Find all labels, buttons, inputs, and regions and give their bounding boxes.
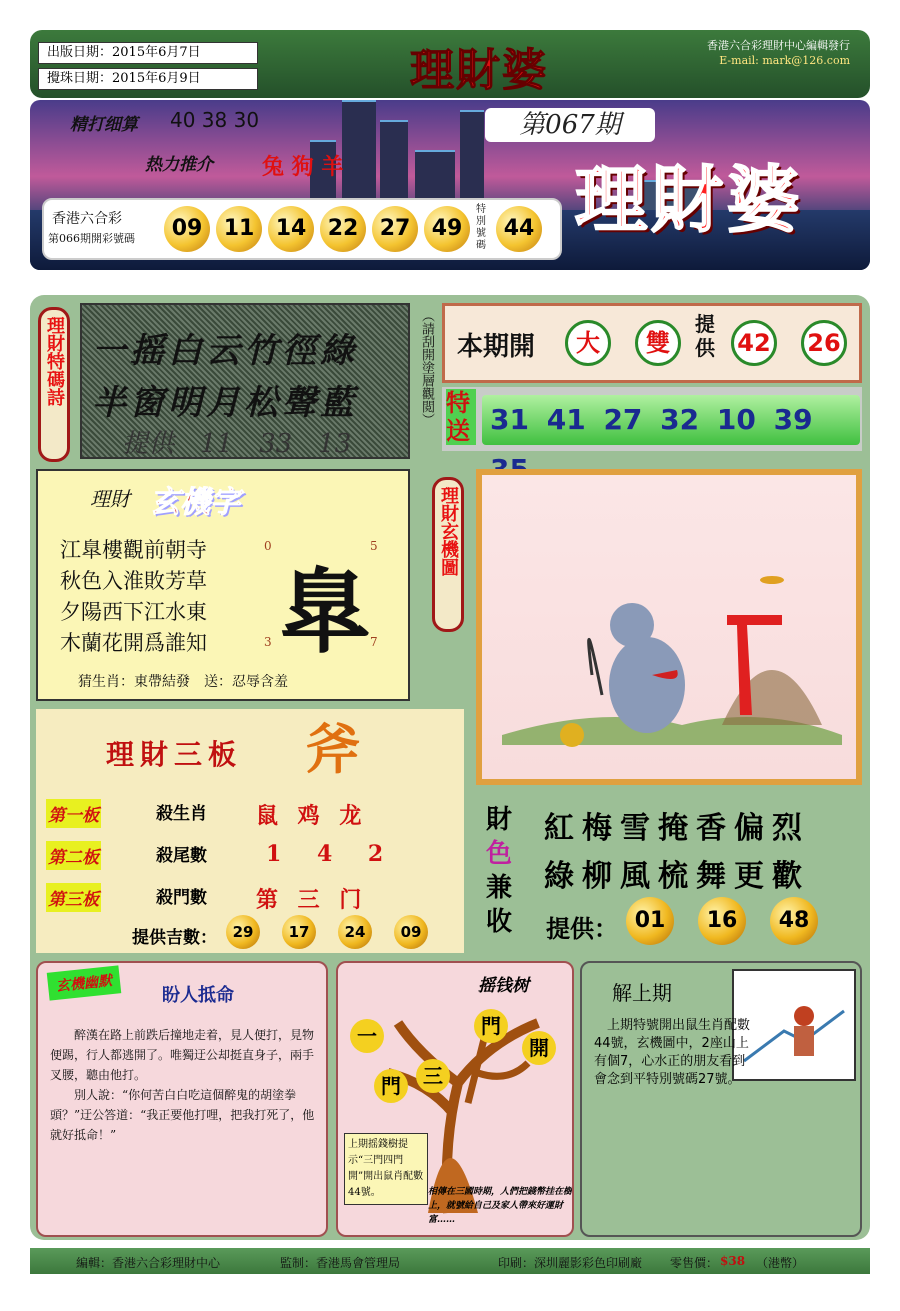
corner-num: 0 [264,539,272,553]
three-boards-title: 理財三板 [106,738,243,771]
solve-panel [580,961,862,1237]
footer-price-label: 零售價： [670,1256,719,1270]
money-tree-caption: 相傳在三國時期，人們把錢幣挂在樹上，就號給自己及家人帶來好運財富…… [428,1187,573,1225]
provide-num-1: 42 [731,320,777,366]
scratch-poem-panel [80,303,410,459]
lucky-ball: 29 [226,915,260,949]
xuanji-footer: 猜生肖：東帶結發 送：忍辱含羞 [78,674,288,690]
special-send-label: 特送 [446,389,476,445]
humor-text: 醉漢在路上前跌后撞地走着，見人便打，見物便踢，行人都逃開了。唯獨迂公却挺直身子，兩手叉腰，聽由他打。 別人說：“你何苦白白吃這個醉鬼的胡塗拳頭？”迂公答道：“我正要他打哩，把我打死了，他就好抵命！” [50,1028,315,1142]
footer-editor: 編輯：香港六合彩理財中心 [76,1256,221,1270]
cai-se-line-2: 綠柳風梳舞更歡 [544,859,810,894]
cai-se-line-1: 紅梅雪掩香偏烈 [544,811,810,846]
poem-note: （請刮開塗層觀閲） [419,309,434,426]
special-send-numbers: 31 41 27 32 10 39 [482,395,860,445]
special-send-box [442,387,862,451]
solve-text: 上期特號開出鼠生肖配數44號，玄機圖中，2座山上有個7，心水正的朋友看到會念到平特別號碼27號。 [594,1018,751,1087]
publisher-name: 香港六合彩理財中心編輯發行 [707,39,850,52]
poem-line-2: 半窗明月松聲藍 [92,383,358,423]
big-masthead: 理財婆 [575,157,804,242]
corner-num: 3 [264,635,272,649]
provide-num-2: 26 [801,320,847,366]
three-boards-rows [46,799,456,925]
three-boards-panel [36,709,464,953]
results-issue-label: 第066期開彩號碼 [48,232,135,245]
xuanji-big-char: 臯 [278,558,371,666]
xuanji-picture-frame [476,469,862,785]
footer-print: 印刷：深圳麗影彩色印刷廠 [498,1256,643,1270]
lucky-ball: 24 [338,915,372,949]
issue-number: 第067期 [485,108,655,142]
tree-fruit: 門 [374,1069,408,1103]
tree-fruit: 門 [474,1009,508,1043]
lucky-label: 提供吉數： [132,928,217,948]
board-row: 第一板 殺生肖 鼠 鸡 龙 [46,799,456,841]
main-content [30,295,870,1240]
money-tree-panel [336,961,574,1237]
publish-date: 出版日期：2015年6月7日 [38,42,258,64]
footer-supervise: 監制：香港馬會管理局 [280,1256,401,1270]
lucky-ball: 09 [394,915,428,949]
result-ball: 11 [216,206,262,252]
tree-fruit: 一 [350,1019,384,1053]
corner-num: 5 [370,539,378,553]
cai-se-panel [476,793,862,953]
footer-bar [30,1248,870,1274]
big-circle: 大 [565,320,611,366]
publisher-email[interactable]: E-mail: mark@126.com [719,54,850,67]
xuanji-picture [482,475,856,779]
special-ball: 44 [496,206,542,252]
xuanji-char-panel [36,469,410,701]
cai-se-ball: 01 [626,897,674,945]
open-label: 本期開 [457,332,536,362]
provide-label: 提供 [695,312,715,360]
result-ball: 27 [372,206,418,252]
double-circle: 雙 [635,320,681,366]
tree-fruit: 開 [522,1031,556,1065]
draw-date: 攪珠日期：2015年6月9日 [38,68,258,90]
reli-label: 热力推介 [145,155,213,175]
result-ball: 09 [164,206,210,252]
poem-provide: 提供 11 33 13 [122,429,352,459]
footer-currency: （港幣） [756,1256,805,1270]
tree-fruit: 三 [416,1059,450,1093]
open-box [442,303,862,383]
poem-side-label: 理財特碼詩 [38,307,70,462]
result-ball: 22 [320,206,366,252]
cai-se-side: 財 色 兼 收 [486,805,513,937]
results-label: 香港六合彩 [52,211,122,227]
special-label: 特別號碼 [476,204,486,251]
xuanji-poem: 江臯樓觀前朝寺 秋色入淮敗芳草 夕陽西下江水東 木蘭花開爲誰知 [60,538,207,655]
cai-se-ball: 16 [698,897,746,945]
solve-title: 解上期 [612,981,672,1005]
result-ball: 14 [268,206,314,252]
lucky-ball: 17 [282,915,316,949]
reli-zodiac: 兔 狗 羊 [262,154,344,180]
last-draw-results [42,198,562,260]
masthead-title: 理財婆 [410,45,548,96]
publisher-info [707,38,850,68]
cai-se-ball: 48 [770,897,818,945]
three-boards-glyph: 斧 [306,717,360,781]
jingda-label: 精打细算 [70,115,138,135]
money-tree-prev-note: 上期摇錢樹提示“三門四門開”開出鼠肖配數44號。 [344,1133,428,1205]
humor-panel [36,961,328,1237]
issue-banner [30,100,870,270]
xuanji-pic-side-label: 理財玄機圖 [432,477,464,632]
corner-num: 7 [370,635,378,649]
poem-line-1: 一摇白云竹徑綠 [92,331,358,371]
jingda-numbers: 40 38 30 [170,108,260,132]
humor-title: 盼人抵命 [162,985,234,1006]
board-row: 第二板 殺尾數 1 4 2 [48,841,398,868]
result-ball: 49 [424,206,470,252]
cai-se-provide: 提供： [546,914,618,943]
money-tree-title: 摇钱树 [478,976,529,996]
xuanji-label: 理財 [90,487,130,511]
footer-price: $38 [720,1254,746,1268]
board-row: 第三板 殺門數 第 三 门 [46,883,456,925]
humor-badge: 玄機幽默 [47,965,122,1000]
header-bar [30,30,870,98]
xuanji-title: 玄機字 [150,485,240,520]
